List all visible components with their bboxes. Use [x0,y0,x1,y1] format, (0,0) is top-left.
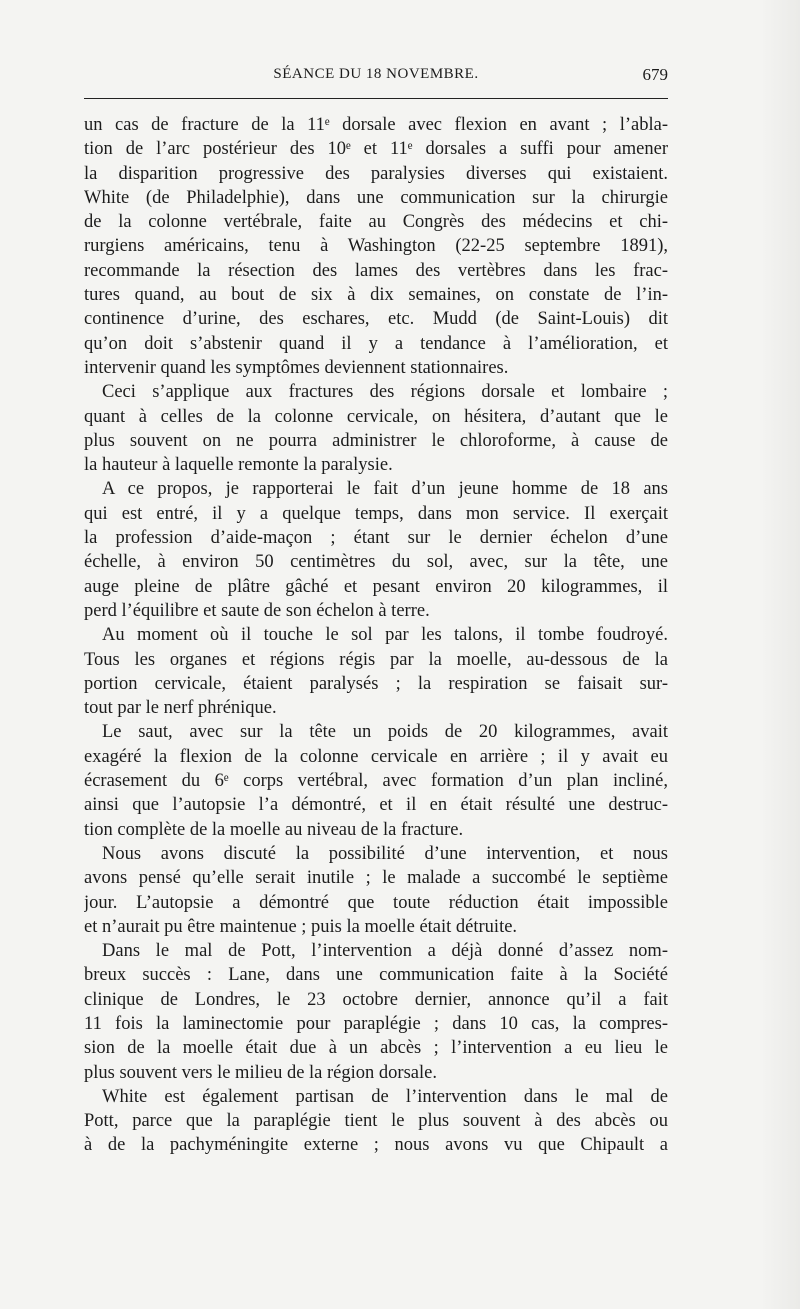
text-line: A ce propos, je rapporterai le fait d’un jeune homme de 18 ans [102,479,668,500]
running-title-prefix: SÉANCE DU [273,66,366,82]
paragraph [84,1085,668,1158]
text-line: quant à celles de la colonne cervicale, on hésitera, d’autant que le [84,406,668,427]
text-line: un cas de fracture de la 11ᵉ dorsale avec flexion en avant ; l’abla- [84,115,668,135]
header-rule [84,98,668,99]
running-title-day: 18 [365,66,382,82]
running-head [84,62,668,96]
text-line: auge pleine de plâtre gâché et pesant environ 20 kilogrammes, il [84,576,668,597]
text-line: Nous avons discuté la possibilité d’une intervention, et nous [102,843,668,864]
text-line: tion complète de la moelle au niveau de la fracture. [84,819,464,840]
text-line: plus souvent on ne pourra administrer le chloroforme, à cause de [84,430,668,451]
text-line: portion cervicale, étaient paralysés ; la respiration se faisait sur- [84,673,668,694]
text-line: qui est entré, il y a quelque temps, dans mon service. Il exerçait [84,503,668,524]
text-line: et n’aurait pu être maintenue ; puis la moelle était détruite. [84,916,518,937]
text-line: Au moment où il touche le sol par les talons, il tombe foudroyé. [102,625,668,646]
running-title [84,66,668,83]
text-line: sion de la moelle était due à un abcès ; l’intervention a eu lieu le [84,1038,668,1059]
text-line: Dans le mal de Pott, l’intervention a déjà donné d’assez nom- [102,941,668,962]
text-line: recommande la résection des lames des vertèbres dans les frac- [84,260,668,281]
text-line: clinique de Londres, le 23 octobre dernier, annonce qu’il a fait [84,989,668,1010]
text-line: Pott, parce que la paraplégie tient le plus souvent à des abcès ou [84,1111,668,1132]
text-line: avons pensé qu’elle serait inutile ; le malade a succombé le septième [84,868,668,889]
text-line: Ceci s’applique aux fractures des régions dorsale et lombaire ; [102,382,668,403]
page-edge-shading [760,0,800,1309]
text-line: tout par le nerf phrénique. [84,698,277,719]
paragraph [84,939,668,1085]
paragraph [84,842,668,939]
text-line: échelle, à environ 50 centimètres du sol, avec, sur la tête, une [84,552,668,573]
text-line: White est également partisan de l’intervention dans le mal de [102,1086,668,1107]
text-line: la disparition progressive des paralysies diverses qui existaient. [84,163,668,184]
text-line: la hauteur à laquelle remonte la paralysie. [84,455,393,476]
text-line: écrasement du 6ᵉ corps vertébral, avec formation d’un plan incliné, [84,771,668,792]
page-number: 679 [642,65,668,84]
paragraph [84,113,668,380]
text-line: 11 fois la laminectomie pour paraplégie ; dans 10 cas, la compres- [84,1013,668,1034]
text-line: plus souvent vers le milieu de la région dorsale. [84,1062,437,1083]
text-line: perd l’équilibre et saute de son échelon à terre. [84,600,430,621]
body-text [84,113,668,1158]
text-line: qu’on doit s’abstenir quand il y a tendance à l’amélioration, et [84,333,668,354]
text-line: tion de l’arc postérieur des 10ᵉ et 11ᵉ dorsales a suffi pour amener [84,139,668,160]
text-line: exagéré la flexion de la colonne cervicale en arrière ; il y avait eu [84,746,668,767]
text-line: White (de Philadelphie), dans une communication sur la chirurgie [84,187,668,208]
text-line: ainsi que l’autopsie l’a démontré, et il en était résulté une destruc- [84,795,668,816]
paragraph [84,720,668,841]
text-line: breux succès : Lane, dans une communication faite à la Société [84,965,668,986]
text-line: continence d’urine, des eschares, etc. Mudd (de Saint-Louis) dit [84,309,668,330]
paragraph [84,380,668,477]
text-line: Le saut, avec sur la tête un poids de 20 kilogrammes, avait [102,722,668,743]
text-line: rurgiens américains, tenu à Washington (22-25 septembre 1891), [84,236,668,257]
running-title-suffix: NOVEMBRE. [381,66,479,82]
text-line: la profession d’aide-maçon ; étant sur le dernier échelon d’une [84,528,668,549]
paragraph [84,623,668,720]
text-line: de la colonne vertébrale, faite au Congrès des médecins et chi- [84,212,668,233]
text-line: tures quand, au bout de six à dix semaines, on constate de l’in- [84,285,668,306]
text-line: jour. L’autopsie a démontré que toute réduction était impossible [84,892,668,913]
text-line: intervenir quand les symptômes deviennent stationnaires. [84,357,509,378]
text-line: Tous les organes et régions régis par la moelle, au-dessous de la [84,649,668,670]
paragraph [84,477,668,623]
text-line: à de la pachyméningite externe ; nous avons vu que Chipault a [84,1135,668,1156]
